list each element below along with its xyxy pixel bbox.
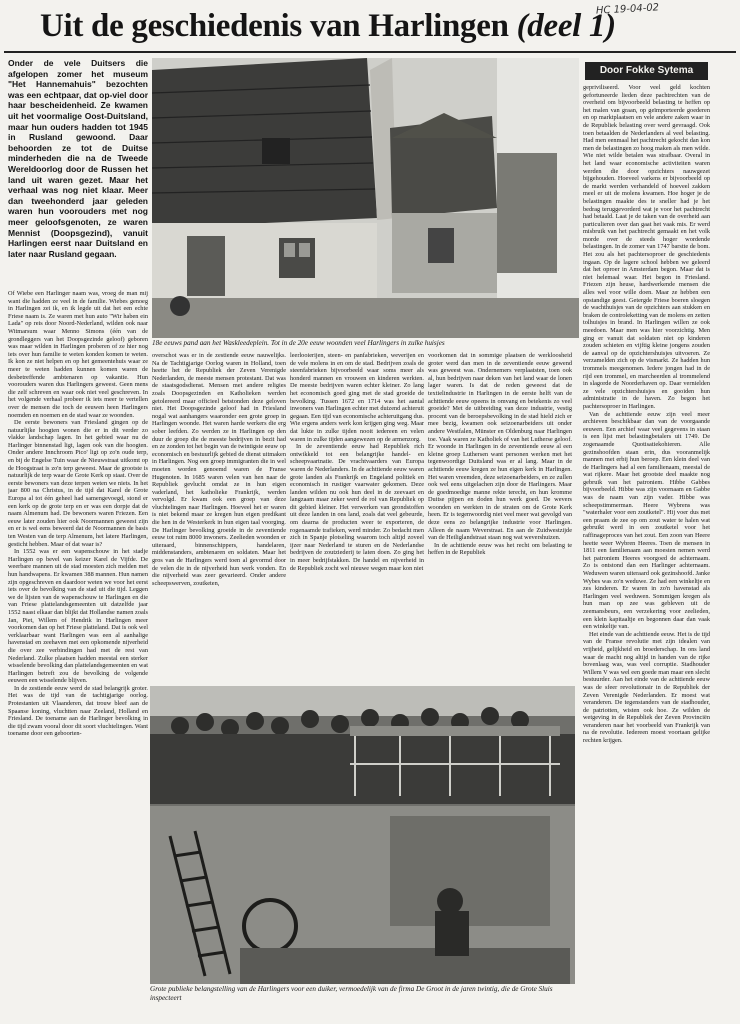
paragraph: leerlooierijen, steen- en panfabrieken, weverijen en de vele molens in en om de stad. Bedrijven zoals de steenfabrieken bijvoorbeeld waar soms meer als honderd mannen en vrouwen en kinderen werkten. De meeste bedrijven waren echter kleiner. Zo lang het economisch goed ging met de stad groeide de bevolking. Tussen 1672 en 1714 was het aantal inwoners van Harlingen echter met duizend achteruit gegaan. Een tijd van economische achteruitgang dus. Wie ergens anders werk kon krijgen ging weg. Maar dat lukte in zulke tijden nooit iedereen en velen waren in zulke tijden aangewezen op de armenzorg. [290,352,424,443]
paragraph: overschot was er in de zestiende eeuw nauwelijks. Na de Tachtigjarige Oorlog waren in Holland, toen heette het de Republiek der Zeven Verenigde Nederlanden, de meeste mensen protestant. Dat was de staatsgodsdienst. Mensen met andere religies zoals Doopsgezinden en Katholieken werden getolereerd maar officieel betstonden deze geloven niet. Het Doopsgezinde geloof had in Friesland nogal wat aanhangers waaronder een grote groep in Harlingen woonde. Het waren harde werkers die erg sober leefden. Zo werden ze in Harlingen op den duur de groep die de meeste bedrijven in bezit had en ze zonden tot het begin van de twintigste eeuw op economisch en bestuurlijk gebied de dienst uitmaken in Harlingen. Nog een groep immigranten die in wel moeten worden genoemd waren de Franse Hugenoten. In 1685 waren velen van hen naar de Republiek gevlucht omdat ze in hun eigen vaderland, het katholieke Frankrijk, werden vervolgd. Er kwam ook een groep van deze vluchtelingen naar Harlingen. Hoeveel het er waren is niet bekend maar ze kregen hun eigen predikant die hen in de Westerkerk in hun eigen taal voorging. De Harlinger bevolking groeide in de zeventiende eeuw tot ruim 8000 inwoners. Zeelieden woonden er uiteraard, binnenschippers, handelaren, middenstanders, ambtenaren en soldaten. Maar het gros van de Harlingers werd toen al gevormd door de velen die in de nijverheid hun werk vonden. En die nijverheid was zeer gevarieerd. Onder andere scheepswerven, zoutketen, [152,352,286,587]
top-photo-caption: 18e eeuws pand aan het Waskleedeplein. Tot in de 20e eeuw woonden veel Harlingers in zulke huisjes [152,339,445,347]
paragraph: In de zeventiende eeuw had Republiek rich ontwikkeld tot een belangrijke handel- en scheepvaartnatie. De vrachtvaarders van Europa waren de Nederlanders. In de achttiende eeuw waren grote landen als Frankrijk en Engeland politiek en economisch in rustiger vaarwater gekomen. Deze landen wilden nu ook hun deel in de zeevaart en langzaam maar zeker werd de rol van Republiek op dit gebied kleiner. Het verwerken van grondstoffen uit deze landen in ons land, zoals dat veel gebeurde, om daarna de producten weer te exporteren, de rogenaamde trafieken, werd minder. Zo bedacht men zich in Spanje plotseling waarom toch altijd zoveel ijzer naar Nederland te sturen en de Nederlandse bedrijven de zoutziederij te laten doen. Zo ging het in meer bedrijfstakken. De handel en nijverheid in de Republiek zocht wel nieuwe wegen maar kon niet [290,443,424,572]
column-1 [8,290,148,1014]
paragraph: Van de achttiende eeuw zijn veel meer archieven beschikbaar dan van de voorgaande eeuwen. Een archief waar veel gegevens in staan is een lijst met belastingbetalers uit 1749. De zogenaamde Quotisatiekohieren. Alle gezinshoofden staan erin, dus vooranmelijk mannen met erbij hun beroep. Een klein deel van de Harlingers had al een familienaam, meestal de wat rijkere. Maar het grootste deel maakte nog gebruik van het patroniem. Hibbe Gabbes bijvoorbeeld. Hibbe was zijn voornaam en Gabbe was de naam van zijn vader. Hibbe was scheepstimmerman. Heere Wybrens was "waterhaler voor een zoutketel". Hij voer dus met een praam de zee op om zout water te halen wat gebruikt werd in een zoutketel voor het raffinageproces van het zout. Een zoon van Heere heette weer Wybren Heeres. Toen de mensen in 1811 een familienaam aan moesten nemen werd het patroniem Heeres voorgoed de achternaam. Zo is ontstond dan een Harlinger achternaam. Weduwen waren uiteraard ook gezinshoofd. Janke Wybes was zo'n weduwe. Ze had een winkeltje en zes kinderen. Er waren in zo'n havenstad als Harlingen veel weduwen. Sommigen kregen als hun man op zee was gebleven uit de zeemansbeurs, een verzekering voor zeelieden, een klein kapitaaltje en begonnen daar dan vaak een winkeltje van. [583,410,710,631]
bottom-photo-caption: Grote publieke belangstelling van de Harlingers voor een duiker, vermoedelijk van de firma De Groot in de jaren twintig, die de Grote Sluis inspecteert [150,985,553,1002]
paragraph: In de achttiende eeuw was het recht om belasting te heffen in de Republiek [428,541,572,557]
top-photo [152,58,579,338]
house-photo-image [152,58,579,338]
intro-paragraph: Onder de vele Duitsers die afgelopen zomer het museum "Het Hannemahuis" bezochten was een echtpaar, dat op-viel door haar bescheidenheid. Ze kwamen uit het voormalige Oost-Duitsland, maar hun ouders hadden tot 1945 in Rusland gewoond. Daar behoorden ze tot de Duitse minderheden die na de Tweede Wereldoorlog door de Russen het land uit waren gezet. Maar het verhaal was nog niet klaar. Meer dan tweehonderd jaar geleden waren hun voorouders met nog meer geloofsgenoten, ze waren Mennist (Doopsgezind), vanuit Harlingen eerst naar Duitsland en later naar Rusland gegaan. [8,58,148,259]
header-rule [4,51,736,53]
byline: Door Fokke Sytema [585,62,708,80]
paragraph: De eerste bewoners van Friesland gingen op de natuurlijke hoogten wonen die er in dit verder zo vlakke landschap lagen. In het gebied waar nu de Harlinger binnenstad ligt, lagen ook van die hoogten. Onder andere Innchroom Pico' ligt op zo'n oude terp, en bij de Engelse Tuin waar de Nieuwstraat uitkomt op de Hoogstraat is zo'n terp geweest. Maar de grootste is natuurlijk de terp waar de Grote Kerk op staat. Over de eerste bewoners van deze terpen weten we niets. In het jaar 800 na Christus, in de tijd dat Karel de Grote Europa al tot één geheel had samengevoegd, stond er een kerk op de grote terp en er was een dorpje dat de naam Almenum had. De bewoners waren Friezen. Een eeuw later zouden hier ook Noormannen geweest zijn en er is wel eens beweerd dat de Noormannen de basis ten Westen van de terp Almenum, het latere Harlingen, gesticht hebben. Maar of dat waar is? [8,419,148,548]
handwritten-date: HC 19-04-02 [595,2,660,17]
paragraph: Of Wiebe een Harlinger naam was, vroeg de man mij want die hadden ze veel in de familie. Wiebes genoeg in Harlingen zei ik, en ik legde uit dat het een echte Friese naam is. Ze waren met hun auto "Wir haben ein Lada" op reis door Noord-Nederland, wilden ook naar Witmarsum waar Menno Simons (één van de grondleggers van het Doopsgezinde geloof) geboren was maar wilden in Harlingen proberen of ze hier nog iets over hun familie te weten konden komen te weten. Ik kon ze niet helpen en op het gemeentehuis waar ze meer te weten hadden kunnen komen waren de desbetreffende ambtenaren op vakantie. Hun voorouders waren dus Harlingers geweest. Geen mens die zelf schreven en waar ook niet veel geschreven. In het volgende verhaal probeer ik iets meer te vertellen over de mensen die toch de eeuwen heen Harlingers noemden en noemen en de stad waar ze woonden. [8,290,148,419]
paragraph: Het einde van de achttiende eeuw. Het is de tijd van de Franse revolutie met zijn idealen van vrijheid, gelijkheid en broederschap. In ons land waar de macht nog altijd in handen van de rijke bovenlaag was, was veel corruptie. Stadhouder Willem V was wel een goede man maar een slecht bestuurder. Aan het einde van de achttiende eeuw was de sfeer revolutionair in de Republiek der Zeven Verenigde Nederlanden. Er moest wat veranderen. De tegenstanders van de stadhouder, de patriotten, wisten ook hoe. Ze wilden de wetgeving in de Republiek der Zeven Provinciën veranderen naar het voorbeeld van Frankrijk van na de revolutie. Iedereen moest voortaan gelijke rechten krijgen. [583,630,710,745]
diver-photo-image [150,686,575,984]
bottom-photo [150,686,575,984]
paragraph: voorkomen dat in sommige plaatsen de werkloosheid groter werd dan men in de zeventiende eeuw gewend was geweest was. Ondernemers verplaatsten, toen ook al, hun bedrijven naar deken van het land waar de lonen lager waren. Is dat de reden geweest dat de textielindustrie in Harlingen in de eerste helft van de achttiende eeuw opeens in omvang en betekenis zo veel groeide? Met de uitbreiding van deze industrie, vestig procent van de beroepsbevolking in de stad hield zich er mee bezig, kwamen ook seizoenarbeiders uit onder andere Westfalen, Münster en Oldenburg naar Harlingen toe. Vaak waren ze Katholiek of van het Lutherse geloof. Er woonde in Harlingen in de zeventiende eeuw al een kleine groep Luthersen want personen werken met het tegenwoordige Duitsland was er al lang. Maar in de achttiende eeuw kregen ze hun eigen kerk in Harlingen. Het waren vreemden, deze seizoenarbeiders, en ze zullen ook wel eens uitgelachen zijn door de Harlingers. Maar de goedmoedige manne rekte terecht, en hun kromme Duitse pijpen en doden hun werk goed. De wevers woonden en werkten in de straten om de Grote Kerk heen. Er is tegenwoordig niet veel meer wat gevolgd van deze eens zo belangrijke industrie voor Harlingen. Alleen de naam Weverstraat. En aan de Zuidwestzijde van de Heiliglandstraat staan nog wat wevershuizen. [428,352,572,542]
paragraph: gepriviliseerd. Voor veel geld kochten gefortuneerde lieden deze pachtrechten van de overheid om bijvoorbeeld belasting te heffen op het malen van graan, op geïmporteerde goederen en op marktplaatsen en vele andere zaken waar in de Republiek belasting over werd gevraagd. Ook toen betaalden de Nederlanders al veel belasting. Had men eenmaal het pachtrecht gekocht dan kon men de belastingen zo hoog maken als men wilde. Wie niet wilde betalen was strafbaar. Overal in het land waar economische activiteiten waren werden die door opzichters nauwgezet bijgehouden. Hoeveel varkens er bijvoorbeeld op de markt werden verhandeld of hoeveel zakken meel er uit de molens kwamen. Hoe hoger je de belastingen maakte des te sneller had je het bedrag teruggevorderd wat je voor het pachtrecht had betaald. Laat je de taken van de overheid aan particulieren over dan gaat het vaak mis. Er werd misbruik van het pachtrecht gemaakt en het volk morde over de steeds hoger wordende belastingen. In de zomer van 1747 barstte de bom. Het zou als het pachtersoproer de geschiedenis ingaan. Op de lagere school hebben we geleerd dat het oproer in Amsterdam begon. Maar dat is niet helemaal waar. Het begon in Friesland. Friezen zijn heuse, hardwerkende mensen die alles wel voor wille doen. Maar ze hebben een opstandige geest. Getergde Friese boeren sloegen de wachthuisjes van de opzichters aan stukken en braken de controleketting van de molens en zetten tolhuisjes in brand. In Harlingen willen ze ook meedoen. Maar men was hier voorzichtig. Men ging er vanuit dat soldaten niet op kinderen zouden schieten en vijftig kleine jongens zouden de aanval op de opzichtershuisjes uitvoeren. Ze verzamelden zich op de vismarkt. Ze hadden hun trommels meegenomen. Iedere jongen had in de rijd een trommel, en marcheerden al trommelend in slagorde de Noorderhaven op. Daar vernielden ze vele opzichtershuisjes en gooiden hun administratie in de haven. Zo begon het pachtersoproer in Harlingen. [583,84,710,410]
paragraph: In 1552 was er een wapenschouw in het stadje Harlingen op bevel van keizer Karel de Vijfde. De weerbare mannen uit de stad moesten zich melden met hun handwapens. Er kwamen 388 mannen. Hun namen zijn opgeschreven en daardoor weten we voor het eerst iets over de bevolking van de stad uit die tijd. Leggen we de lijsten van de wapenschouw te Harlingen en die van Friese plattelandsgemeenten uit datzelfde jaar 1552 naast elkaar dan blijkt dat Hollandse namen zoals Jan, Piet, Willem of Hendrik in Harlingen meer voorkomen dan op het Friese platteland. Dat is ook wel verklaarbaar want Harlingen was een al aanhalige havenstad en zeehaven met een opkomende nijverheid die over zee verbindingen had met de rest van Nederland. Zulke plaatsen hadden meestal een sterker wisselende bevolking dan plattelandsgemeenten en wat Harlingen betreft zou de bevolking de volgende eeuwen een wisselende blijven. [8,548,148,685]
column-4 [428,352,572,680]
paragraph: In de zestiende eeuw werd de stad belangrijk groter. Het was de tijd van de tachtigjarige oorlog. Protestanten uit Vlaanderen, dat trouw bleef aan de Spaanse koning, vluchtten naar Zeeland, Holland en Friesland. De toename aan de Harlinger bevolking in die tijd zwam vooral door dit soort vluchtelingen. Want toename door een geboorten- [8,684,148,738]
column-5 [583,84,710,1016]
page-title: Uit de geschiedenis van Harlingen (deel 1) [40,8,616,44]
column-2 [152,352,286,680]
title-part: (deel 1) [516,8,616,44]
column-3 [290,352,424,680]
